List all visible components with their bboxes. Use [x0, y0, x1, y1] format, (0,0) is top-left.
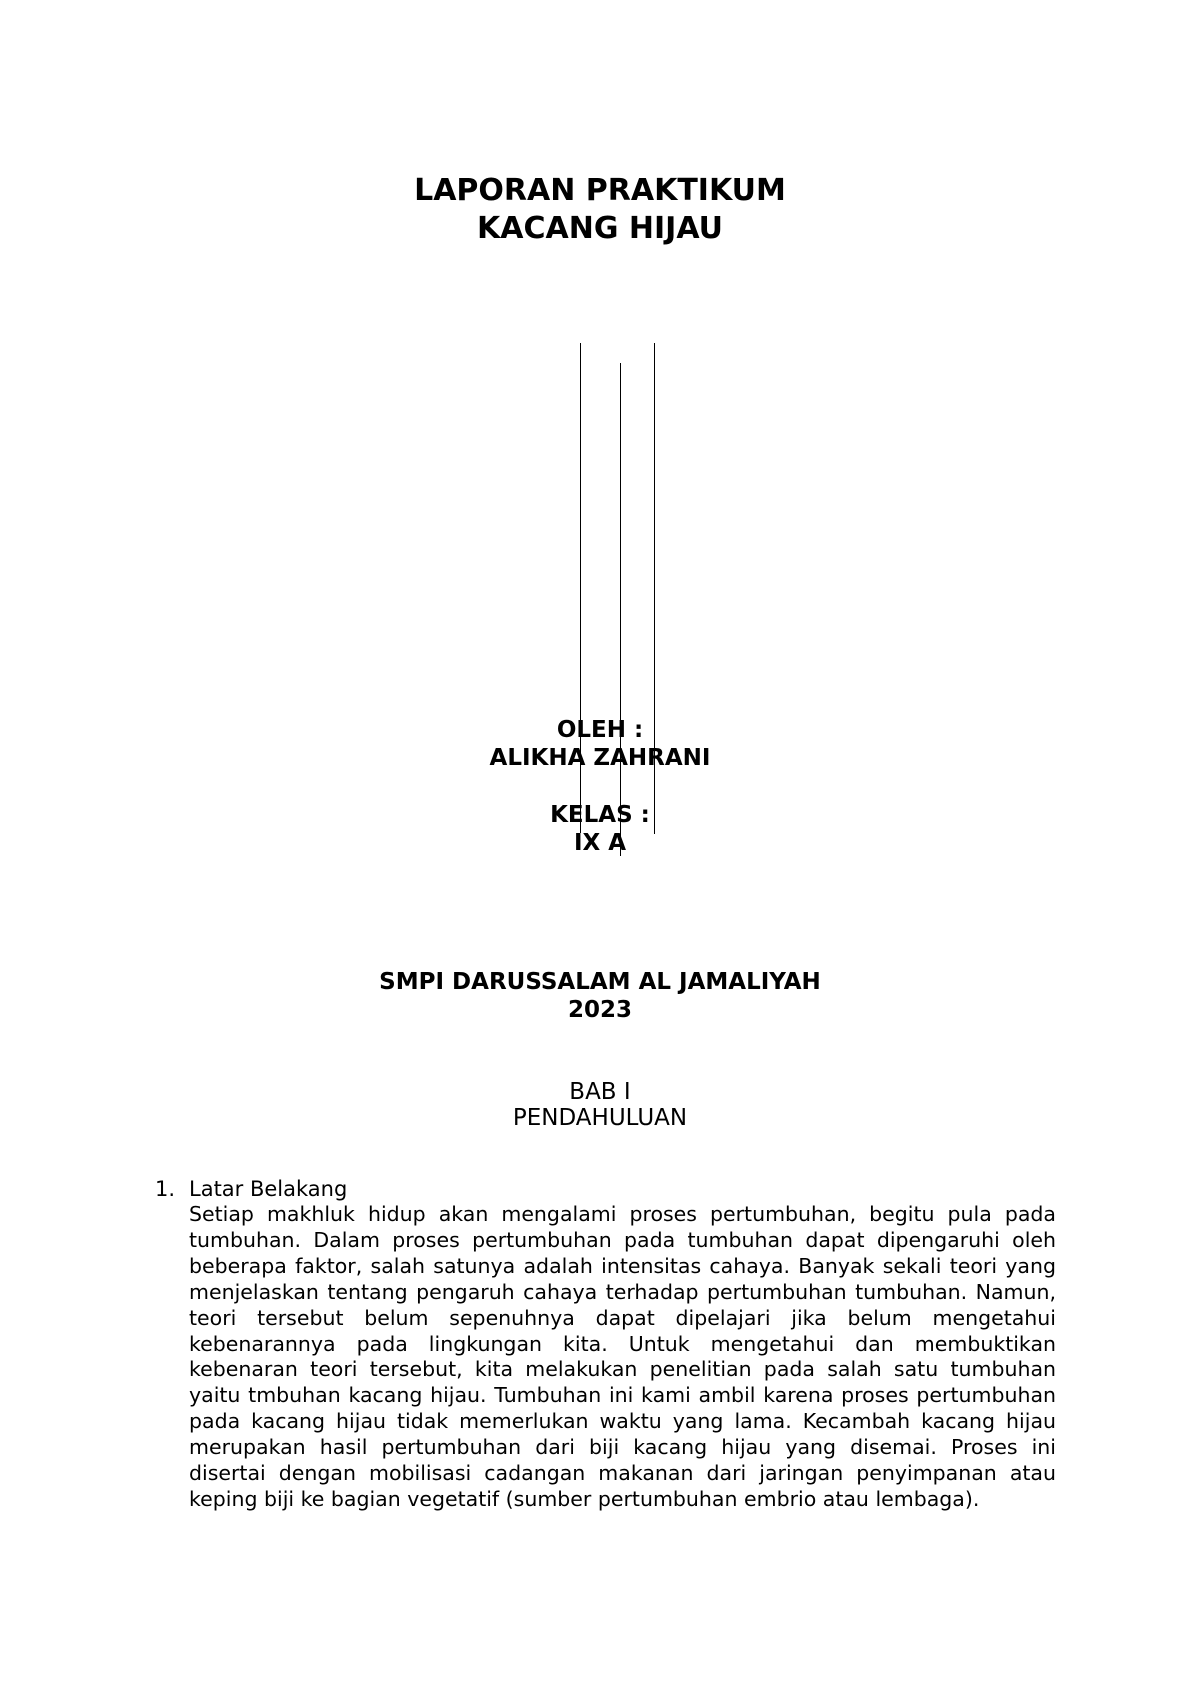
oleh-label: OLEH : — [556, 717, 644, 743]
chapter-number: BAB I — [569, 1079, 631, 1105]
vertical-line-2 — [620, 363, 621, 856]
chapter-title: PENDAHULUAN — [512, 1105, 688, 1131]
section-paragraph: Setiap makhluk hidup akan mengalami proses pertumbuhan, begitu pula pada tumbuhan. Dalam proses pertumbuhan pada tumbuhan dapat dipengaruhi oleh beberapa faktor, salah satunya adalah intensitas cahaya. Banyak sekali teori yang menjelaskan tentang pengaruh cahaya terhadap pertumbuhan tumbuhan. Namun, teori tersebut belum sepenuhnya dapat dipelajari jika belum mengetahui kebenarannya pada lingkungan kita. Untuk mengetahui dan membuktikan kebenaran teori tersebut, kita melakukan penelitian pada salah satu tumbuhan yaitu tmbuhan kacang hijau. Tumbuhan ini kami ambil karena proses pertumbuhan pada kacang hijau tidak memerlukan waktu yang lama. Kecambah kacang hijau merupakan hasil pertumbuhan dari biji kacang hijau yang disemai. Proses ini disertai dengan mobilisasi cadangan makanan dari jaringan penyimpanan atau keping biji ke bagian vegetatif (sumber pertumbuhan embrio atau lembaga). — [189, 1202, 1056, 1511]
school-name: SMPI DARUSSALAM AL JAMALIYAH — [379, 969, 821, 995]
kelas-value: IX A — [573, 830, 627, 856]
author-name: ALIKHA ZAHRANI — [489, 745, 711, 771]
year: 2023 — [567, 997, 632, 1023]
section-heading-text: Latar Belakang — [189, 1177, 348, 1201]
kelas-label: KELAS : — [550, 802, 650, 828]
section-number: 1. — [155, 1177, 176, 1201]
section-heading — [155, 1175, 347, 1203]
report-title-line1: LAPORAN PRAKTIKUM — [414, 173, 786, 208]
report-title-line2: KACANG HIJAU — [477, 211, 723, 246]
